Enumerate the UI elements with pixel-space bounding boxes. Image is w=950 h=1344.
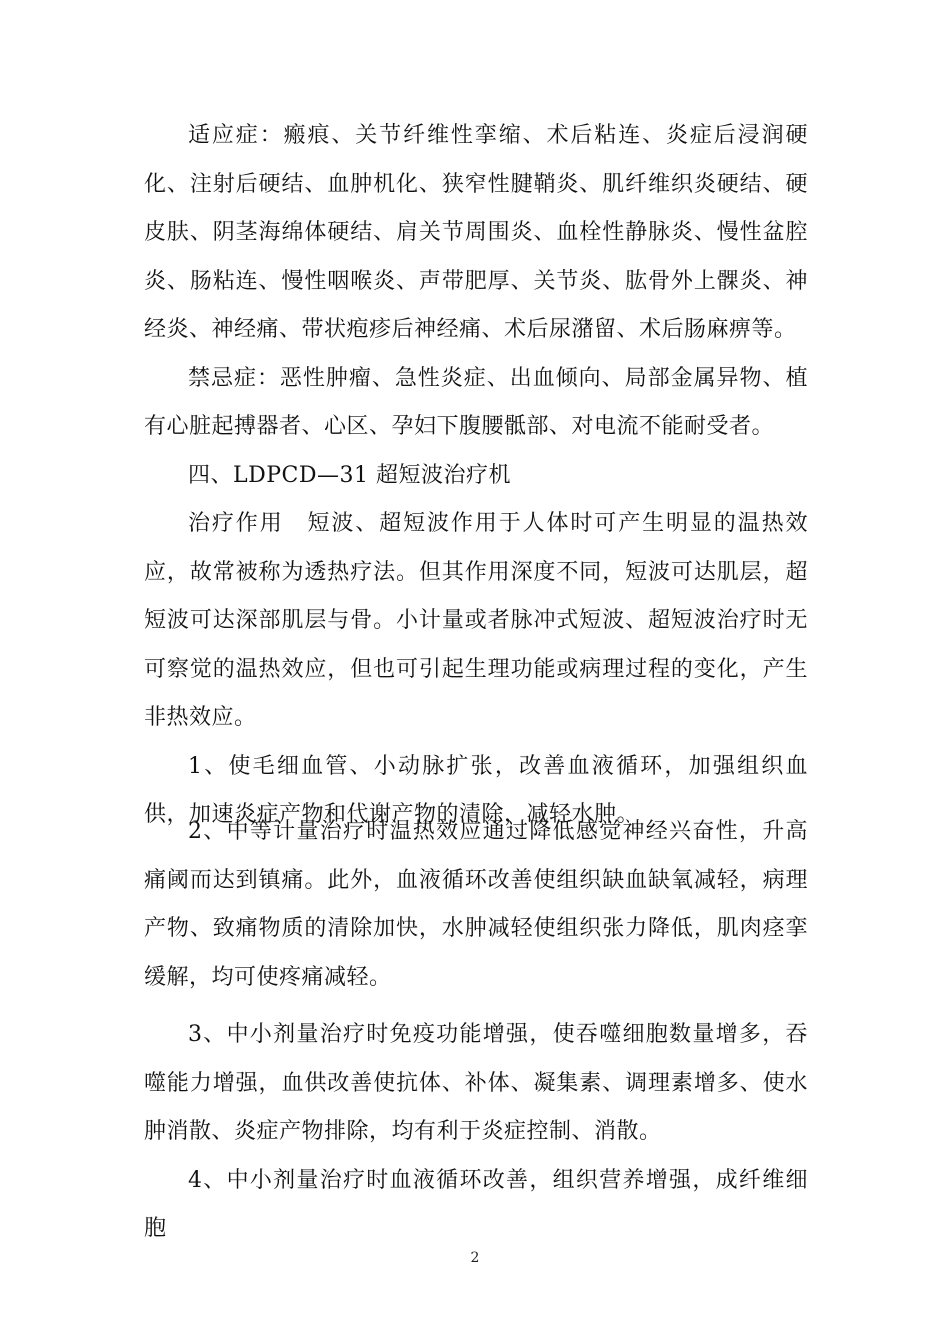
paragraph-item-1: 1、使毛细血管、小动脉扩张，改善血液循环，加强组织血供，加速炎症产物和代谢产物的清除，减轻水肿。: [144, 753, 808, 827]
paragraph-indications: 适应症：瘢痕、关节纤维性挛缩、术后粘连、炎症后浸润硬化、注射后硬结、血肿机化、狭窄性腱鞘炎、肌纤维织炎硬结、硬皮肤、阴茎海绵体硬结、肩关节周围炎、血栓性静脉炎、慢性盆腔炎、肠粘连、慢性咽喉炎、声带肥厚、关节炎、肱骨外上髁炎、神经炎、神经痛、带状疱疹后神经痛、术后尿潴留、术后肠麻痹等。: [144, 123, 808, 342]
paragraph-treatment-effect: 治疗作用 短波、超短波作用于人体时可产生明显的温热效应，故常被称为透热疗法。但其作用深度不同，短波可达肌层，超短波可达深部肌层与骨。小计量或者脉冲式短波、超短波治疗时无可察觉的温热效应，但也可引起生理功能或病理过程的变化，产生非热效应。: [144, 511, 808, 730]
paragraph-contraindications: 禁忌症：恶性肿瘤、急性炎症、出血倾向、局部金属异物、植有心脏起搏器者、心区、孕妇下腹腰骶部、对电流不能耐受者。: [144, 365, 808, 439]
text-block-top: [144, 112, 808, 840]
paragraph-item-3: 3、中小剂量治疗时免疫功能增强，使吞噬细胞数量增多，吞噬能力增强，血供改善使抗体、补体、凝集素、调理素增多、使水肿消散、炎症产物排除，均有利于炎症控制、消散。: [144, 1022, 808, 1144]
page-number: 2: [470, 1250, 480, 1266]
paragraph-item-2: 2、中等计量治疗时温热效应通过降低感觉神经兴奋性，升高痛阈而达到镇痛。此外，血液循环改善使组织缺血缺氧减轻，病理产物、致痛物质的清除加快，水肿减轻使组织张力降低，肌肉痉挛缓解，均可使疼痛减轻。: [144, 819, 808, 990]
text-block-bottom: [144, 1011, 808, 1254]
text-block-middle: [144, 808, 808, 1002]
section-heading: 四、LDPCD—31 超短波治疗机: [188, 462, 512, 488]
paragraph-item-4: 4、中小剂量治疗时血液循环改善，组织营养增强，成纤维细胞: [144, 1167, 808, 1241]
